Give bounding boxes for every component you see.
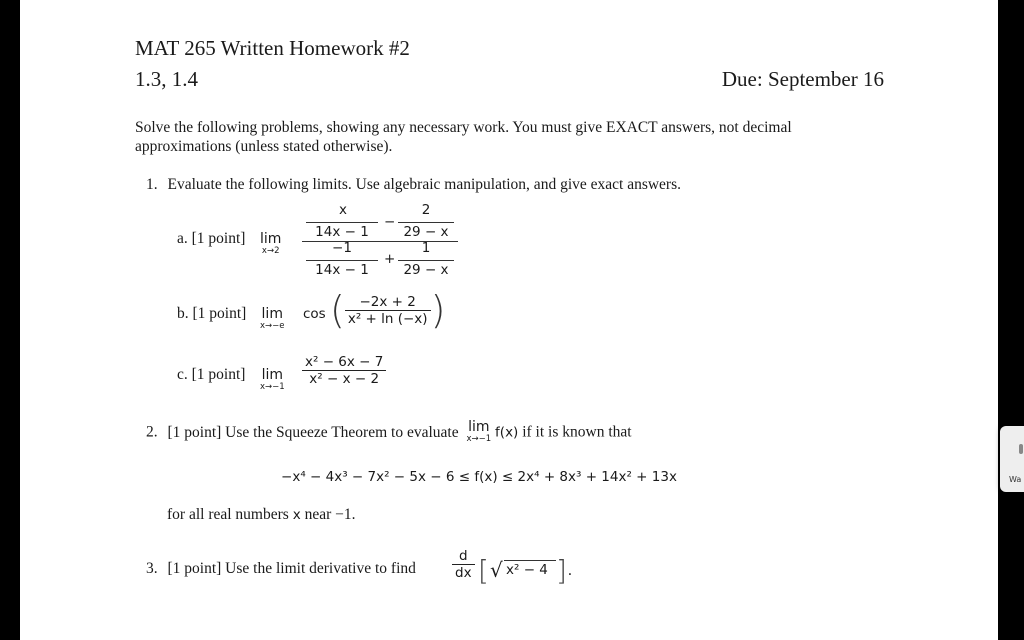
side-widget-label: Wa [1009, 475, 1022, 484]
problem-2-footer: for all real numbers x near −1. [167, 506, 356, 523]
instructions-paragraph: Solve the following problems, showing any necessary work. You must give EXACT answers, not decimal approximations (unless stated otherwise). [135, 119, 792, 155]
section-numbers: 1.3, 1.4 [135, 67, 198, 91]
problem-2-text: [1 point] Use the Squeeze Theorem to evaluate [167, 423, 459, 441]
problem-1b-limit: lim x→−e [260, 306, 285, 331]
derivative-operator: $\frac{d}{dx}$ [452, 548, 475, 581]
left-bracket: [ [478, 554, 489, 587]
problem-1a-bottom-left-bar [306, 260, 378, 261]
right-bracket: ] [556, 554, 567, 587]
problem-1c-fraction [302, 354, 386, 387]
problem-1b-label: b. [1 point] [177, 305, 247, 322]
problem-1c-limit: lim x→−1 [260, 367, 285, 392]
problem-1a-top-left-den: 14x − 1 [315, 224, 369, 240]
problem-1a-limit: lim x→2 [260, 231, 282, 256]
problem-1c-expression [302, 354, 386, 387]
sqrt-vinculum [504, 560, 556, 561]
problem-1a-top-right-num: 2 [421, 202, 431, 218]
problem-1-text: Evaluate the following limits. Use algebraic manipulation, and give exact answers. [167, 176, 681, 193]
side-widget[interactable] [1000, 426, 1024, 492]
problem-1c-label: c. [1 point] [177, 366, 246, 383]
problem-1a-top-right-bar [398, 222, 454, 223]
problem-2-number: 2. [146, 423, 158, 441]
problem-1b-denominator: x² + ln (−x) [347, 310, 428, 327]
problem-3-heading [146, 560, 416, 578]
period: . [568, 562, 572, 579]
problem-1a-bottom-right-bar [398, 260, 454, 261]
problem-1a-top-left-bar [306, 222, 378, 223]
problem-1b-numerator: −2x + 2 [345, 294, 431, 311]
problem-1a-top-op: − [384, 214, 396, 230]
problem-1a-bottom-op: + [384, 251, 396, 267]
squeeze-inequality: −x⁴ − 4x³ − 7x² − 5x − 6 ≤ f(x) ≤ 2x⁴ + 8x³ + 14x² + 13x [281, 469, 677, 485]
problem-1a-bottom-left-den: 14x − 1 [315, 262, 369, 278]
problem-1-number: 1. [146, 176, 158, 193]
problem-2-limit: lim x→−1 [466, 419, 492, 444]
problem-3-text: [1 point] Use the limit derivative to find [167, 560, 416, 577]
due-date: Due: September 16 [721, 67, 884, 91]
problem-1a-bottom-right-num: 1 [421, 240, 431, 256]
problem-2-text-after: if it is known that [522, 423, 632, 441]
problem-1b-expression [330, 288, 445, 332]
problem-1a-label: a. [1 point] [177, 230, 246, 247]
problem-1a-bottom-left-num: −1 [332, 240, 352, 256]
problem-1a-bottom-right-den: 29 − x [403, 262, 449, 278]
document-page [20, 0, 998, 640]
right-paren: ) [430, 288, 446, 332]
radicand: x² − 4 [506, 562, 548, 578]
sqrt-icon: √ [490, 558, 503, 582]
left-paren: ( [330, 288, 345, 332]
document-title: MAT 265 Written Homework #2 [135, 36, 410, 60]
problem-3-number: 3. [146, 560, 158, 577]
problem-1c-numerator: x² − 6x − 7 [302, 354, 386, 371]
problem-2-fx: f(x) [495, 424, 519, 441]
problem-1a-top-right-den: 29 − x [403, 224, 449, 240]
problem-1-heading [146, 176, 681, 194]
widget-handle-icon [1019, 444, 1023, 454]
problem-1b-fraction [345, 294, 431, 327]
problem-2-heading [146, 421, 632, 445]
problem-1b-function: cos [303, 306, 326, 322]
problem-1a-top-left-num: x [339, 202, 347, 218]
problem-1c-denominator: x² − x − 2 [309, 371, 380, 387]
